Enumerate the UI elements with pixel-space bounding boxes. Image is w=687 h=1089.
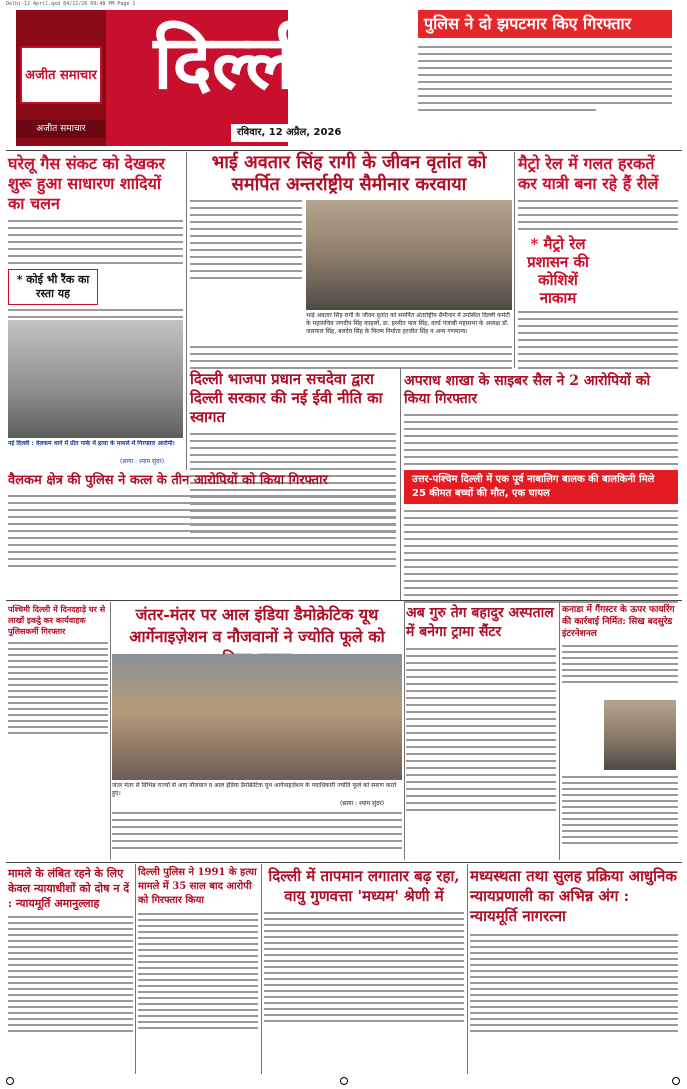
story-cyber <box>404 372 678 470</box>
column-rule <box>404 602 405 860</box>
story-metro-body <box>518 200 678 230</box>
story-rasla <box>562 604 678 687</box>
story-fakhruddin <box>8 604 108 738</box>
story-cyber-headline: अपराध शाखा के साइबर सैल ने 2 आरोपियों को किया गिरफ्तार <box>404 373 651 407</box>
story-bjp-headline: दिल्ली भाजपा प्रधान सचदेवा द्वारा दिल्ली सरकार की नई ईवी नीति का स्वागत <box>190 370 383 426</box>
registration-mark-icon <box>6 1077 14 1085</box>
column-rule <box>559 602 560 860</box>
story-judges <box>8 866 133 1036</box>
story-rasla-headline: कनाडा में गैंगस्टर के ऊपर फायरिंग की कार्रवाई निर्मित: सिख बदसुरेड इंटरनेशनल <box>562 605 675 639</box>
column-rule <box>261 864 262 1074</box>
story-trauma-body <box>406 648 556 811</box>
ragi-seminar-photo <box>306 200 512 310</box>
footer-marks <box>6 1077 682 1087</box>
story-cyber-body <box>404 414 678 465</box>
top-right-headline: पुलिस ने दो झपटमार किए गिरफ्तार <box>418 10 672 38</box>
page-info: Delhi-12 April.qxd 04/12/26 09:48 PM Page 1 <box>6 1 136 7</box>
police-photo <box>8 320 183 438</box>
ragi-seminar-caption: भाई अवतार सिंह रागी के जीवन वृतांत को समर्पित अंतर्राष्ट्रीय सैमीनार में उपस्थित दिल्ली कमेटी के महासचिव जगदीप सिंह काहलों, डा. हरमीत पाल सिंह, वर्ल्ड पंजाबी महासभा के अध्यक्ष डॉ. जसपाल सिंह, बलदेव सिंह के फिल्म निर्माता हरजीत सिंह व अन्य गणमान्य। <box>306 312 510 335</box>
story-metro-body-2 <box>518 311 678 369</box>
story-mediation <box>470 866 678 926</box>
column-rule <box>135 864 136 1074</box>
story-trauma-headline: अब गुरु तेग बहादुर अस्पताल में बनेगा ट्रामा सैंटर <box>406 605 554 640</box>
story-delhi-police <box>138 866 258 1033</box>
story-metro <box>518 154 678 374</box>
jantar-credit: (छाया : श्याम सुंदर) <box>340 800 385 807</box>
story-gas-body <box>8 220 183 264</box>
story-ragi-headline: भाई अवतार सिंह रागी के जीवन वृतांत को समर्पित अन्तर्राष्ट्रीय सैमीनार करवाया <box>211 152 487 195</box>
story-up-headline: उत्तर-पश्चिम दिल्ली में एक पूर्व नाबालिग बालक की बालकिनी मिले 25 कीमत बच्चों की मौत, एक घायल <box>404 470 678 504</box>
story-ragi <box>190 152 508 196</box>
story-rasla-body <box>562 645 678 683</box>
registration-mark-icon <box>340 1077 348 1085</box>
story-trauma <box>406 604 556 816</box>
story-delhi-police-headline: दिल्ली पुलिस ने 1991 के हत्या मामले में 35 साल बाद आरोपी को गिरफ्तार किया <box>138 867 257 906</box>
story-metro-headline: मैट्रो रेल में गलत हरकतें कर यात्री बना रहे हैं रीलें <box>518 154 659 193</box>
story-fakhruddin-body <box>8 642 108 734</box>
column-rule <box>110 602 111 860</box>
divider <box>6 150 682 151</box>
story-rasla-body-2 <box>562 776 678 848</box>
story-ragi-body <box>190 200 302 284</box>
story-judges-headline: मामले के लंबित रहने के लिए केवल न्यायाधीशों को दोष न दें : न्यायमूर्ति अमानुल्लाह <box>8 867 130 910</box>
top-right-story <box>418 10 672 120</box>
story-up <box>404 470 678 608</box>
column-rule <box>400 368 401 600</box>
story-fakhruddin-headline: पश्चिमी दिल्ली में दिनदहाड़े घर से लाखों इकट्ठे कर कार्यवाहक पुलिसकर्मी गिरफ्तार <box>8 604 106 636</box>
column-rule <box>514 152 515 368</box>
divider <box>6 600 682 601</box>
story-mediation-body <box>264 934 678 1036</box>
story-judges-body <box>8 916 133 1032</box>
story-gas-quote: * कोई भी रैंक का रस्ता यह <box>8 269 98 305</box>
story-mediation-headline: मध्यस्थता तथा सुलह प्रक्रिया आधुनिक न्यायप्रणाली का अभिन्न अंग : न्यायमूर्ति नागरत्ना <box>470 867 677 925</box>
jantar-photo <box>112 654 402 780</box>
police-photo-credit: (छाया : श्याम सुंदर) <box>120 458 165 465</box>
jantar-caption: जंतर मंतर से विभिन्न राज्यों से आए नौजवान व आल इंडिया डैमोक्रेटिक यूथ आर्गेनाइज़ेशन के पदाधिकारी ज्योति फूले को स्मरण करते हुए। <box>112 782 397 797</box>
police-photo-caption: नई दिल्ली : वेलकम थाने में प्रीत पार्क में हत्या के मामले में गिरफ्तार आरोपी। <box>8 440 175 447</box>
registration-mark-icon <box>672 1077 680 1085</box>
story-jantar-headline: जंतर-मंतर पर आल इंडिया डैमोक्रेटिक यूथ आर्गेनाइज़ेशन व नौजवानों ने ज्योति फूले को <box>129 605 385 646</box>
story-up-body <box>404 510 678 603</box>
story-welcome-headline: वैलकम क्षेत्र की पुलिस ने कत्ल के तीन आरोपियों को किया गिरफ्तार <box>8 473 328 488</box>
story-metro-quote: * मैट्रो रेल प्रशासन की कोशिशें नाकाम <box>527 235 589 307</box>
brand-logo: अजीत समाचार <box>20 46 102 104</box>
city-title: दिल्ली <box>153 20 315 106</box>
top-right-body <box>418 46 672 111</box>
story-welcome-body <box>8 495 396 567</box>
story-jantar-body <box>112 812 402 854</box>
story-gas-headline: घरेलू गैस संकट को देखकर शुरू हुआ साधारण शादियों का चलन <box>8 154 165 213</box>
story-welcome <box>8 472 396 572</box>
column-rule <box>186 152 187 470</box>
rasla-photo <box>604 700 676 770</box>
divider <box>6 862 682 863</box>
brand-sub: अजीत समाचार <box>16 120 106 138</box>
dateline: रविवार, 12 अप्रैल, 2026 <box>231 124 431 142</box>
story-temp-headline: दिल्ली में तापमान लगातार बढ़ रहा, वायु गुणवत्ता 'मध्यम' श्रेणी में <box>268 867 460 905</box>
column-rule <box>467 864 468 1074</box>
story-delhi-police-body <box>138 913 258 1029</box>
